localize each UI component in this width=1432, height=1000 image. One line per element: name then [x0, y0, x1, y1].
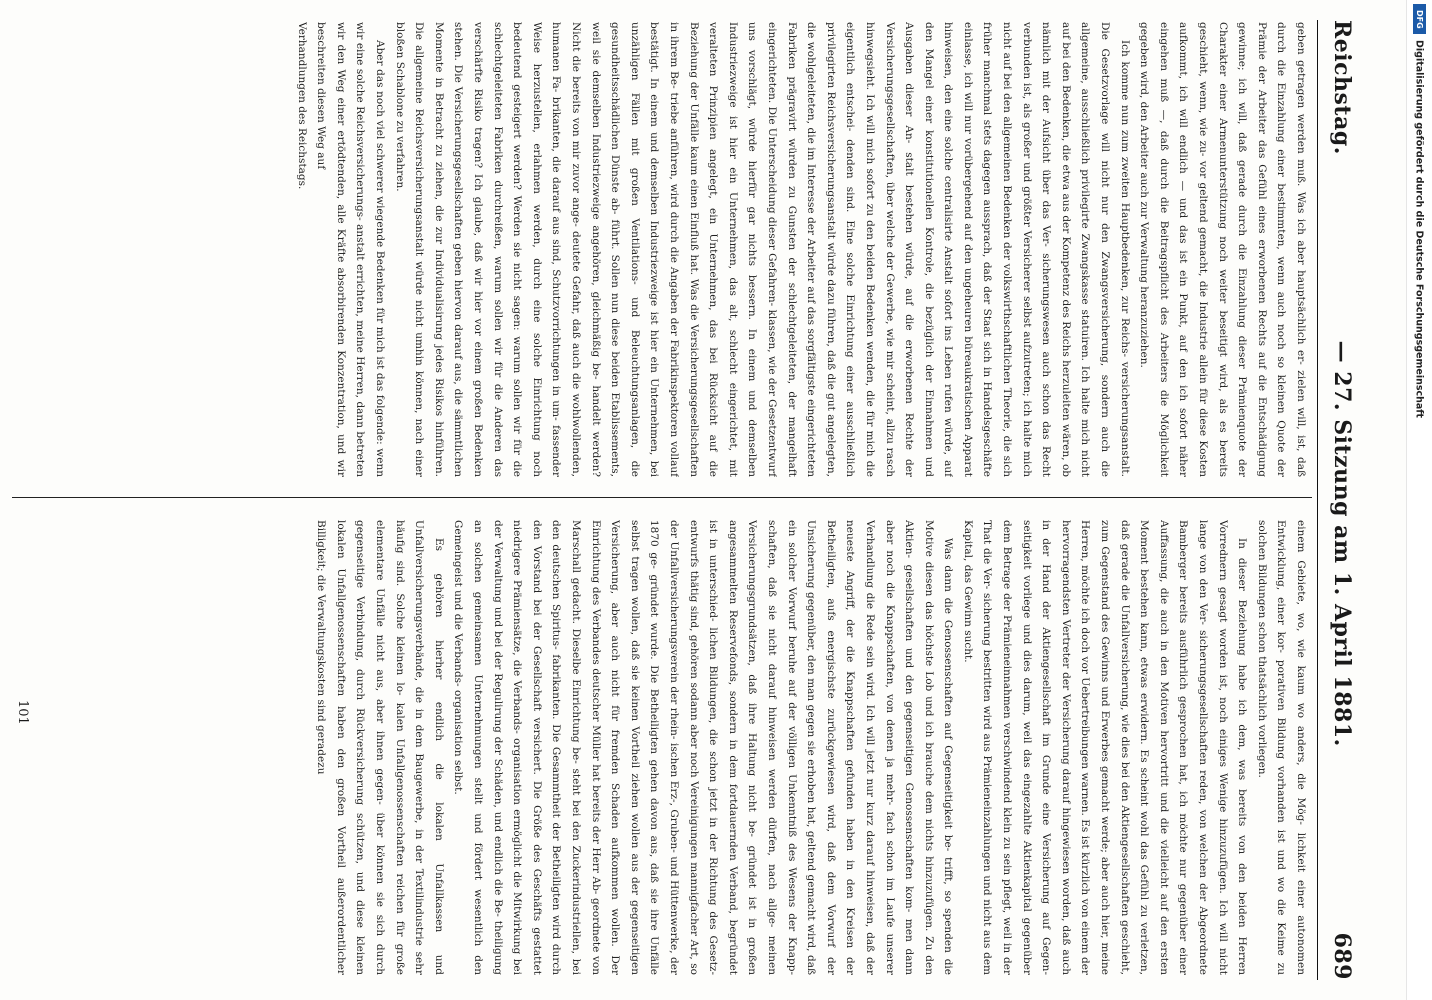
- paragraph: Aber das noch viel schwerer wiegende Bedenken für mich ist das folgende: wenn wir eine solche Reichsversicherungs- anstalt errichten, meine Herren, dann betreten wir den Weg einer ertödtenden, alle Kräfte absorbirenden Konzentration, und wir beschreiten diesen Weg auf: [315, 22, 387, 477]
- footer-label: Verhandlungen des Reichstags.: [295, 22, 308, 190]
- right-text-column: [10, 520, 1310, 975]
- header-left-title: Reichstag.: [1329, 20, 1355, 155]
- paragraph: Es gehören hierher endlich die lokalen Unfallkassen und Unfallversicherungsverbände, die in dem Baugewerbe, in der Textilindustrie sehr häufig sind. Solche kleinen lo- kalen Unfallgenossenschaften reichen für große elementare Unfälle nicht aus, aber ihnen gegen- über können sie sich durch gegenseitige Verbindung, durch Rückversicherung schützen, und diese kleinen lokalen Unfallgenossenschaften haben den großen Vortheil außerordentlicher Billigkeit; die Verwaltungskosten sind geradezu: [315, 520, 445, 975]
- digitization-note: Digitalisierung gefördert durch die Deutsche Forschungsgemeinschaft: [1413, 40, 1425, 418]
- paragraph: Ich komme nun zum zweiten Hauptbedenken, zur Reichs- versicherungsanstalt. Die Gesetzvorlage will nicht nur den Zwangsversicherung, sondern auch die allgemeine, ausschließlich privilegirte Zwangskasse statuiren. Ich halte mich nicht auf bei den Bedenken, die etwa aus der Kompetenz des Reichs herzuleiten wären, ob nämlich mit der Aufsicht über das Ver- sicherungswesen auch schon das Recht verbunden ist, als großer und größter Versicherer selbst aufzutreten; ich halte mich nicht auf bei den allgemeinen Bedenken der volkswirthschaftlichen Theorie, die sich früher manchmal stets dagegen aussprach, daß der Staat sich in Handelsgeschäfte einlasse, ich will nur vorübergehend auf den ungeheuren büreaukratischen Apparat hinweisen, den eine solche centralisirte Anstalt sofort ins Leben rufen würde, auf den Mangel einer konstitutionellen Kontrole, die bezüglich der Einnahmen und Ausgaben dieser An- stalt bestehen würde, auf die erworbenen Rechte der Versicherungsgesellschaften, über welche der Gewerbe, wie mir scheint, allzu rasch hinwegsieht. Ich will mich sofort zu den beiden Bedenken wenden, die für mich die eigentlich entschei- denden sind. Eine solche Einrichtung einer ausschließlich privilegirten Reichsversicherungsanstalt würde dazu führen, daß die gut angelegten, die wohlgeleiteten, die im Interesse der Arbeiter auf das sorgfältigste eingerichteten Fabriken prägravirt würden zu Gunsten der schlechtgeleiteten, der mangelhaft eingerichteten. Die Unterscheidung dieser Gefahren- klassen, wie der Gesetzentwurf uns vorschlägt, würde hierfür gar nichts bessern. In einem und demselben Industriezweige ist hier ein Unternehmen, das alt, schlecht eingerichtet, mit veralteten Prinzipien angelegt, ein Unternehmen, das bei Rücksicht auf die Beziehung der Unfälle kaum einen Einfluß hat. Was die Versicherungsgesellschaften in ihrem Be- triebe anführen, wird durch die Angaben der Fabrikinspektoren vollauf bestätigt. In einem und demselben Industriezweige ist hier ein Unternehmen, bei unzähligen Fällen mit großen Ventilations- und Beleuchtungsanlagen, die gesundheitsschädlichen Dünste ab- führt. Sollen nun diese beiden Etablissements, weil sie demselben Industriezweige angehören, gleichmäßig be- handelt werden? Nicht die bereits von mir zuvor ange- deutete Gefahr, daß auch die wohlwollenden, humanen Fa- brikanten, die darauf aus sind, Schutzvorrichtungen in um- fassender Weise herzustellen, erlahmen werden, durch eine solche Einrichtung noch bedeutend gesteigert werden? Werden sie nicht sagen: warum sollen wir für die schlechtgeleiteten Fabriken durchreißen, warum sollen wir für die Anderen das verschärfte Risiko tragen? Ich glaube, daß wir hier vor einem großen Bedenken stehen. Die Versicherungsgesellschaften geben hiervon darauf aus, die sämmtlichen Momente in Betracht zu ziehen, die zur Individualisirung jedes Risikos hinführen. Die allgemeine Reichsversicherungsanstalt würde nicht umhin können, nach einer bloßen Schablone zu verfahren.: [393, 22, 1131, 477]
- column-divider: [12, 497, 1312, 498]
- header-rule: [1317, 20, 1318, 980]
- signature-mark: 101: [15, 700, 30, 725]
- dfg-logo: DFG: [1413, 4, 1426, 34]
- paragraph: geben getragen werden muß. Was ich aber hauptsächlich er- zielen will, ist, daß durch die Einzahlung einer bestimmten, wenn auch noch so kleinen Quote der Prämie der Arbeiter das Gefühl eines erworbenen Rechts auf die Entschädigung gewinne; ich will, daß gerade durch die Einzahlung dieser Prämienquote der Charakter einer Armenunterstützung noch weiter beseitigt wird, als es bereits geschieht, wenn, wie zu- vor geltend gemacht, die Industrie allein für diese Kosten aufkommt, ich will endlich — und das ist ein Punkt, auf den ich sofort näher eingehen muß —, daß durch die Beitragspflicht des Arbeiters die Möglichkeit gegeben wird, den Arbeiter auch zur Verwaltung heranzuziehen.: [1138, 22, 1307, 477]
- left-text-column: [10, 22, 1310, 477]
- page-number: 689: [1329, 932, 1355, 980]
- page-header: [1322, 20, 1362, 980]
- paragraph: Was dann die Genossenschaften auf Gegenseitigkeit be- trifft, so spenden die Motive diesen das höchste Lob und ich brauche dem nichts hinzuzufügen. Zu den Aktien- gesellschaften und den gegenseitigen Genossenschaften kom- men dann aber noch die Knappschaften, von denen ja mehr- fach schon im Laufe unserer Verhandlung die Rede sein wird. Ich will jetzt nur kurz darauf hinweisen, daß der neueste Angriff, der die Knappschaften gefunden haben in den Kreisen der Betheiligten, aufs energischste zurückgewiesen wird, daß dem Vorwurf der Unsicherung gegenüber, den man gegen sie erhoben hat, geltend gemacht wird, daß ein solcher Vorwurf beruhe auf der völligen Unkenntniß des Wesens der Knapp- schaften, daß sie nicht darauf hinweisen werden dürfen, nach allge- meinen Versicherungsgrundsätzen, daß ihre Haltung nicht be- gründet ist in großen angesammelten Reservefonds, sondern in dem fortdauernden Verband, begründet ist in unterschied- lichen Bildungen, die schon jetzt in der Richtung des Gesetz- entwurfs thätig sind, gehören sodann aber noch Vereinigungen mannigfacher Art, so der Unfallversicherungsverein der rhein- ischen Erz-, Gruben- und Hüttenwerke, der 1870 ge- gründet wurde. Die Betheiligten gehen davon aus, daß sie ihre Unfälle selbst tragen wollen, daß sie keinen Vortheil ziehen wollen aus der gegenseitigen Versicherung, aber auch nicht für fremden Schaden aufkommen wollen. Der Einrichtung des Verbandes deutscher Müller hat bereits der Herr Ab- geordnete von Marschall gedacht. Dieselbe Einrichtung be- steht bei den Zuckerindustriellen, bei den deutschen Spiritus- fabrikanten. Die Gesammtheit der Betheiligten wird durch den Vorstand bei der Gesellschaft versichert. Die Größe des Geschäfts gestattet niedrigere Prämiensätze, die Verbands- organisation ermöglicht die Mitwirkung bei der Verwaltung und bei der Regulirung der Schäden, und endlich die Be- theiligung an solchen gemeinsamen Unternehmungen stellt und fördert wesentlich den Gemeingeist und die Verbands- organisation selbst.: [452, 520, 955, 975]
- header-session-title: — 27. Sitzung am 1. April 1881.: [1329, 340, 1355, 747]
- paragraph: In dieser Beziehung habe ich dem, was bereits von den beiden Herren Vorrednern gesagt worden ist, noch einiges Wenige hinzuzufügen. Ich will nicht lange von den Ver- sicherungsgesellschaften reden, von welchen der Abgeordnete Bamberger bereits ausführlich gesprochen hat, ich möchte nur gegenüber einer Auffassung, die auch in den Motiven hervortritt und die vielleicht auf den ersten Moment bestehen kann, etwas erwidern. Es scheint wohl das Gefühl zu verletzen, daß gerade die Unfallversicherung, wie dies bei den Aktiengesellschaften geschieht, zum Gegenstand des Gewinns und Erwerbes gemacht werde; aber auch hier, meine Herren, möchte ich doch vor Uebertreibungen warnen. Es ist kürzlich von einem der hervorragendsten Vertreter der Versicherung darauf hingewiesen worden, daß auch in der Hand der Aktiengesellschaft im Grunde eine Versicherung auf Gegen- seitigkeit vorliege und dies darum, weil das eingezahlte Aktienkapital gegenüber dem Betrage der Prämieneinnahmen verschwindend klein zu sein pflegt, weil in der That die Ver- sicherung bestritten wird aus Prämieneinzahlungen und nicht aus dem Kapital, das Gewinn sucht.: [961, 520, 1249, 975]
- paragraph: einem Gebiete, wo, wie kaum wo anders, die Mög- lichkeit einer autonomen Entwicklung, einer kor- porativen Bildung vorhanden ist und wo die Keime zu solchen Bildungen schon thatsächlich vorliegen.: [1255, 520, 1307, 975]
